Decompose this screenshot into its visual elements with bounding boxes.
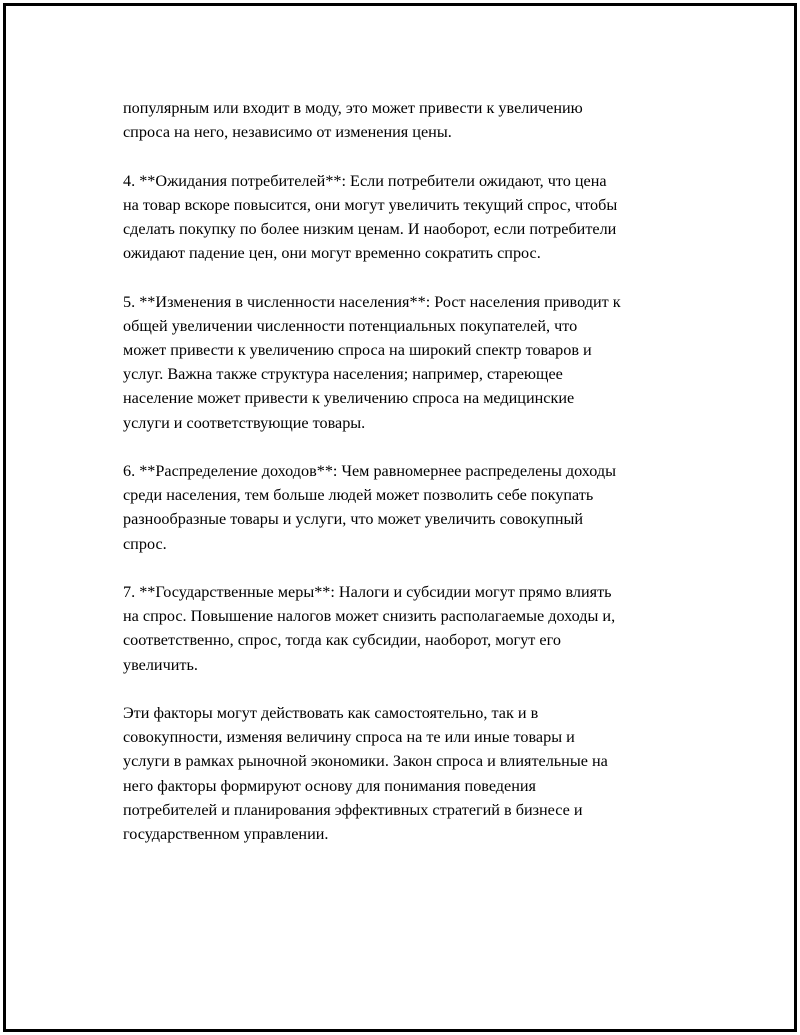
text-line: соответственно, спрос, тогда как субсидии, наоборот, могут его xyxy=(123,631,561,650)
paragraph-conclusion xyxy=(123,701,703,846)
text-line: ожидают падение цен, они могут временно сократить спрос. xyxy=(123,244,541,263)
text-line: него факторы формируют основу для понимания поведения xyxy=(123,776,536,795)
paragraph-consumer-expectations xyxy=(123,169,703,266)
text-line: услуг. Важна также структура населения; например, стареющее xyxy=(123,365,563,384)
paragraph-income-distribution xyxy=(123,459,703,556)
page-frame xyxy=(3,3,797,1032)
text-line: услуги в рамках рыночной экономики. Закон спроса и влиятельные на xyxy=(123,752,608,771)
text-line: 5. **Изменения в численности населения**: Рост населения приводит к xyxy=(123,292,621,311)
paragraph-government-measures xyxy=(123,580,703,677)
text-line: сделать покупку по более низким ценам. И наоборот, если потребители xyxy=(123,220,617,238)
text-line: разнообразные товары и услуги, что может увеличить совокупный xyxy=(123,510,584,529)
text-line: совокупности, изменяя величину спроса на те или иные товары и xyxy=(123,728,575,747)
paragraph-population-changes xyxy=(123,290,703,435)
text-line: спроса на него, независимо от изменения цены. xyxy=(123,123,452,142)
text-line: население может привести к увеличению спроса на медицинские xyxy=(123,389,575,408)
text-line: государственном управлении. xyxy=(123,825,329,844)
text-line: 6. **Распределение доходов**: Чем равномернее распределены доходы xyxy=(123,462,617,480)
text-line: потребителей и планирования эффективных стратегий в бизнесе и xyxy=(123,800,583,819)
text-line: на товар вскоре повысится, они могут увеличить текущий спрос, чтобы xyxy=(123,195,618,214)
text-line: популярным или входит в моду, это может привести к увеличению xyxy=(123,99,583,117)
text-line: 7. **Государственные меры**: Налоги и субсидии могут прямо влиять xyxy=(123,583,612,601)
text-line: среди населения, тем больше людей может позволить себе покупать xyxy=(123,486,594,505)
text-line: Эти факторы могут действовать как самостоятельно, так и в xyxy=(123,704,539,722)
paragraph-intro-continuation xyxy=(123,96,703,144)
document-body xyxy=(123,96,703,870)
text-line: 4. **Ожидания потребителей**: Если потребители ожидают, что цена xyxy=(123,171,607,190)
text-line: общей увеличении численности потенциальных покупателей, что xyxy=(123,316,578,335)
text-line: увеличить. xyxy=(123,655,198,674)
text-line: услуги и соответствующие товары. xyxy=(123,413,366,432)
text-line: спрос. xyxy=(123,534,167,553)
text-line: на спрос. Повышение налогов может снизить располагаемые доходы и, xyxy=(123,607,616,626)
text-line: может привести к увеличению спроса на широкий спектр товаров и xyxy=(123,341,592,359)
